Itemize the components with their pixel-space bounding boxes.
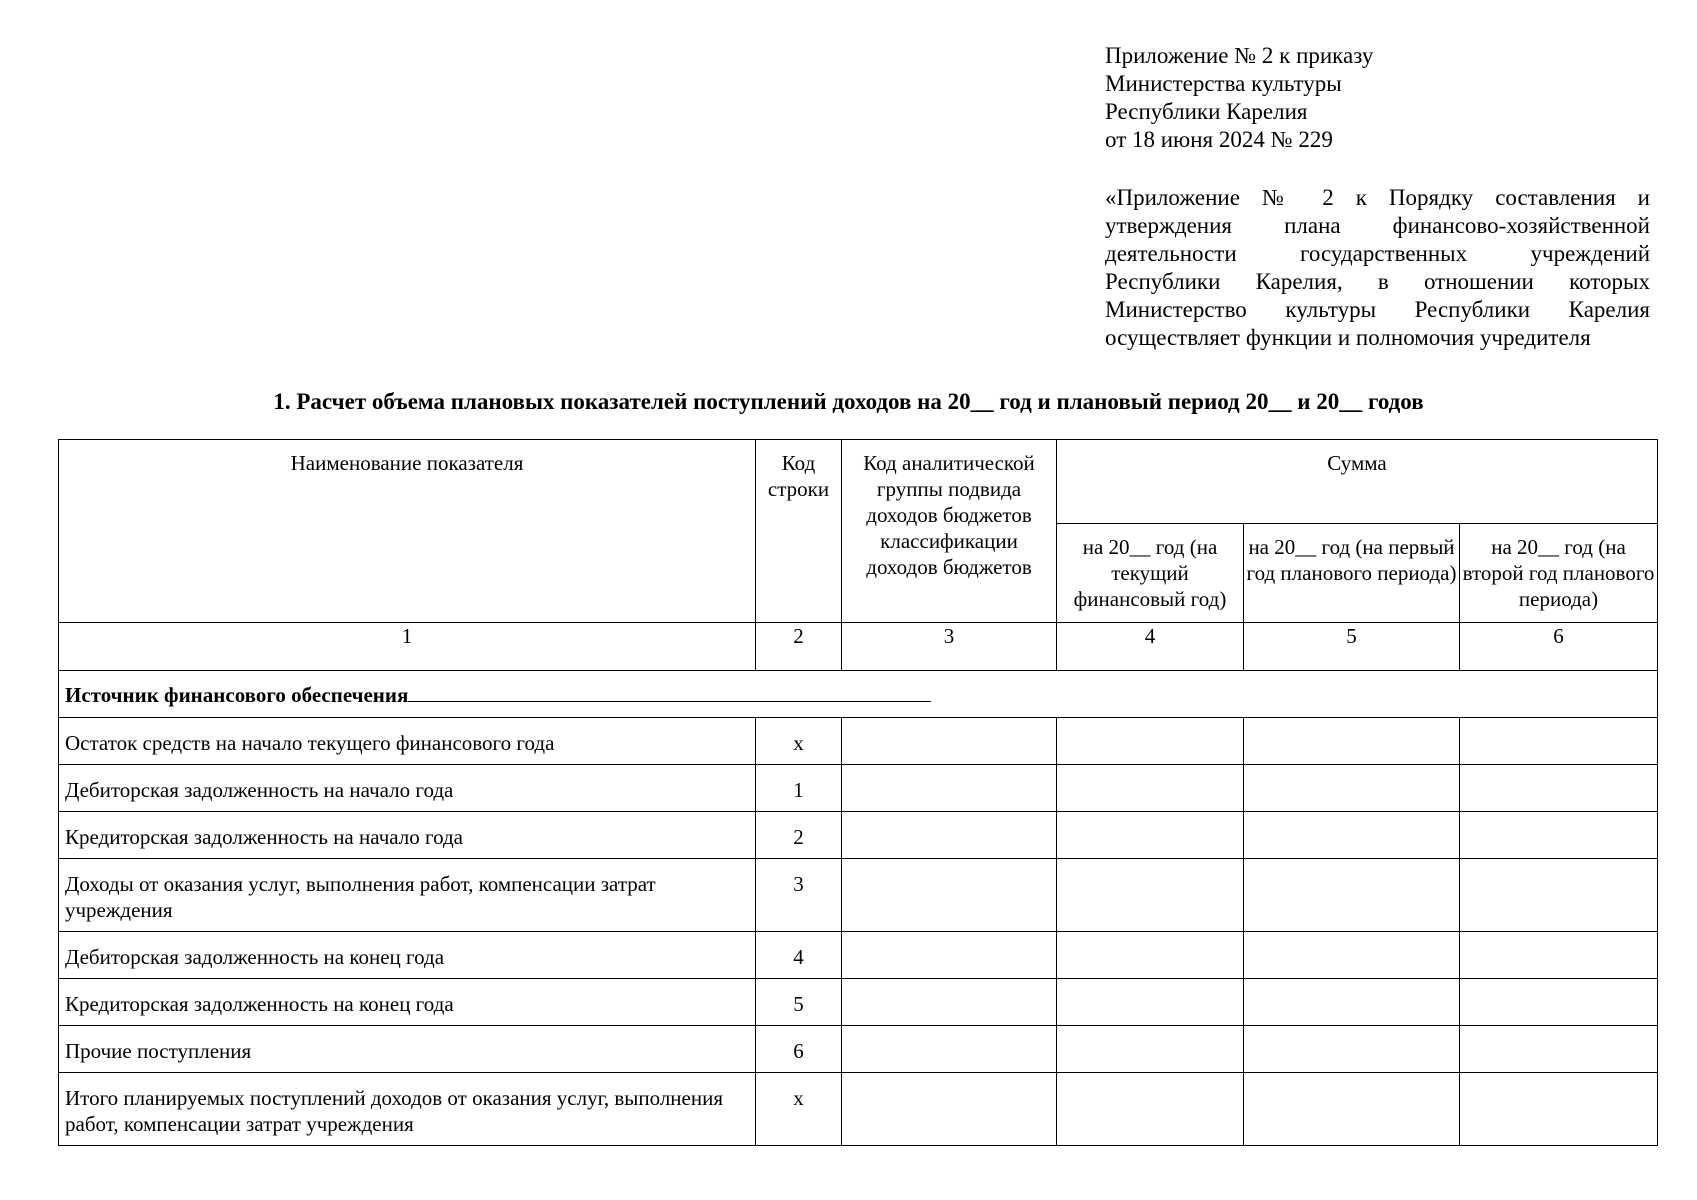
cell-analytic[interactable] — [842, 812, 1057, 859]
cell-sum-current[interactable] — [1057, 932, 1244, 979]
cell-sum-second[interactable] — [1460, 718, 1658, 765]
row-code: 1 — [756, 765, 842, 812]
appendix-line: Республики Карелия — [1105, 99, 1308, 124]
appendix-line: от 18 июня 2024 № 229 — [1105, 127, 1333, 152]
cell-analytic[interactable] — [842, 1026, 1057, 1073]
cell-sum-second[interactable] — [1460, 765, 1658, 812]
table-row — [59, 765, 1658, 812]
header-sum-second: на 20__ год (на второй год планового периода) — [1460, 524, 1658, 623]
cell-sum-current[interactable] — [1057, 1026, 1244, 1073]
cell-sum-first[interactable] — [1244, 979, 1460, 1026]
cell-sum-second[interactable] — [1460, 979, 1658, 1026]
row-code: 5 — [756, 979, 842, 1026]
source-blank-line[interactable] — [408, 681, 931, 702]
cell-analytic[interactable] — [842, 932, 1057, 979]
table-row — [59, 932, 1658, 979]
order-note-line: Республики Карелия, в отношении которых — [1105, 269, 1650, 294]
row-label: Прочие поступления — [59, 1026, 756, 1073]
order-note-line: «Приложение № 2 к Порядку составления и — [1105, 185, 1650, 210]
row-label: Итого планируемых поступлений доходов от оказания услуг, выполнения работ, компенсации затрат учреждения — [59, 1073, 756, 1146]
cell-analytic[interactable] — [842, 1073, 1057, 1146]
table-row — [59, 718, 1658, 765]
appendix-header — [1105, 42, 1650, 154]
order-note-line: утверждения плана финансово-хозяйственной — [1105, 213, 1650, 238]
order-note-line: деятельности государственных учреждений — [1105, 241, 1650, 266]
column-number: 2 — [756, 623, 842, 671]
source-label: Источник финансового обеспечения — [65, 682, 409, 707]
header-name: Наименование показателя — [59, 440, 756, 623]
cell-sum-first[interactable] — [1244, 718, 1460, 765]
cell-sum-first[interactable] — [1244, 765, 1460, 812]
cell-sum-second[interactable] — [1460, 812, 1658, 859]
column-number: 5 — [1244, 623, 1460, 671]
table-row — [59, 1026, 1658, 1073]
cell-analytic[interactable] — [842, 859, 1057, 932]
section-title: 1. Расчет объема плановых показателей поступлений доходов на 20__ год и плановый период 20__ и 20__ годов — [273, 389, 1424, 414]
cell-analytic[interactable] — [842, 979, 1057, 1026]
cell-sum-second[interactable] — [1460, 1026, 1658, 1073]
order-note-line: Министерство культуры Республики Карелия — [1105, 297, 1650, 322]
row-label: Кредиторская задолженность на начало года — [59, 812, 756, 859]
cell-sum-current[interactable] — [1057, 812, 1244, 859]
table-row — [59, 812, 1658, 859]
table-row — [59, 859, 1658, 932]
header-analytic: Код аналитической группы подвида доходов бюджетов классификации доходов бюджетов — [842, 440, 1057, 623]
row-code: x — [756, 1073, 842, 1146]
header-sum-first: на 20__ год (на первый год планового периода) — [1244, 524, 1460, 623]
cell-sum-second[interactable] — [1460, 859, 1658, 932]
cell-analytic[interactable] — [842, 718, 1057, 765]
row-code: 2 — [756, 812, 842, 859]
column-number: 4 — [1057, 623, 1244, 671]
order-note-line: осуществляет функции и полномочия учредителя — [1105, 325, 1591, 350]
row-label: Кредиторская задолженность на конец года — [59, 979, 756, 1026]
source-row — [59, 671, 1658, 718]
cell-sum-first[interactable] — [1244, 1026, 1460, 1073]
header-code: Код строки — [756, 440, 842, 623]
row-label: Остаток средств на начало текущего финансового года — [59, 718, 756, 765]
cell-sum-first[interactable] — [1244, 932, 1460, 979]
table-row — [59, 1073, 1658, 1146]
table-row — [59, 979, 1658, 1026]
appendix-line: Приложение № 2 к приказу — [1105, 43, 1374, 68]
row-code: 6 — [756, 1026, 842, 1073]
cell-sum-first[interactable] — [1244, 1073, 1460, 1146]
cell-sum-first[interactable] — [1244, 859, 1460, 932]
row-label: Дебиторская задолженность на начало года — [59, 765, 756, 812]
row-code: 3 — [756, 859, 842, 932]
row-label: Дебиторская задолженность на конец года — [59, 932, 756, 979]
header-sum-current: на 20__ год (на текущий финансовый год) — [1057, 524, 1244, 623]
cell-sum-second[interactable] — [1460, 1073, 1658, 1146]
cell-sum-current[interactable] — [1057, 859, 1244, 932]
cell-sum-second[interactable] — [1460, 932, 1658, 979]
row-code: x — [756, 718, 842, 765]
cell-sum-current[interactable] — [1057, 979, 1244, 1026]
row-code: 4 — [756, 932, 842, 979]
cell-sum-current[interactable] — [1057, 1073, 1244, 1146]
cell-sum-current[interactable] — [1057, 765, 1244, 812]
cell-sum-first[interactable] — [1244, 812, 1460, 859]
income-table — [58, 439, 1658, 1146]
column-number: 1 — [59, 623, 756, 671]
cell-sum-current[interactable] — [1057, 718, 1244, 765]
cell-analytic[interactable] — [842, 765, 1057, 812]
column-number: 3 — [842, 623, 1057, 671]
appendix-line: Министерства культуры — [1105, 71, 1342, 96]
header-sum: Сумма — [1057, 440, 1658, 524]
column-number: 6 — [1460, 623, 1658, 671]
order-note — [1105, 184, 1650, 352]
row-label: Доходы от оказания услуг, выполнения работ, компенсации затрат учреждения — [59, 859, 756, 932]
